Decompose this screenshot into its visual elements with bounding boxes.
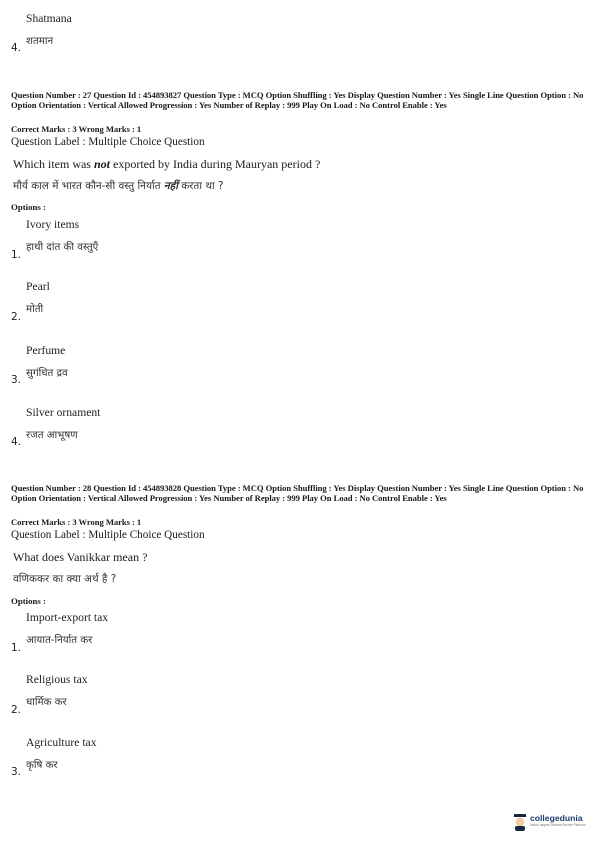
logo-brand: collegedunia <box>530 813 583 823</box>
q28-meta-line1: Question Number : 28 Question Id : 454893828 Question Type : MCQ Option Shuffling : Yes Display Question Number : Yes <box>11 483 461 493</box>
q27-option-4-number: 4. <box>11 436 22 448</box>
q27-option-2-en: Pearl <box>26 280 50 293</box>
q27-question-en-post: exported by India during Mauryan period ? <box>110 157 321 171</box>
q27-option-3-hi: सुगंधित द्रव <box>26 368 68 379</box>
q28-marks: Correct Marks : 3 Wrong Marks : 1 <box>11 517 142 527</box>
q27-question-hi-emphasis: नहीं <box>163 180 178 192</box>
q28-question-en: What does Vanikkar mean ? <box>13 550 148 564</box>
q27-option-1-en: Ivory items <box>26 218 80 231</box>
q27-option-1-hi: हाथी दांत की वस्तुएँ <box>26 242 99 253</box>
q27-question-en-pre: Which item was <box>13 157 94 171</box>
q27-options-label: Options : <box>11 202 46 212</box>
prev-option-4-hi: शतमान <box>26 36 54 47</box>
q28-option-2-number: 2. <box>11 704 22 716</box>
prev-option-4-en: Shatmana <box>26 12 72 25</box>
logo-tagline: India's largest Student Review Platform <box>530 823 586 827</box>
q28-option-1-number: 1. <box>11 642 22 654</box>
q28-option-2-en: Religious tax <box>26 673 88 686</box>
q28-option-1-hi: आयात-निर्यात कर <box>26 635 93 646</box>
q28-options-label: Options : <box>11 596 46 606</box>
q28-meta-line2: Single Line Question Option : No Option Orientation : Vertical Allowed Progression : Yes Number of Replay : 999 Play On Load : No Control Enable : Yes <box>11 483 584 503</box>
q27-label: Question Label : Multiple Choice Question <box>11 136 205 148</box>
q28-option-3-en: Agriculture tax <box>26 736 97 749</box>
q27-question-hi-post: करता था ? <box>177 180 224 192</box>
q28-option-2-hi: धार्मिक कर <box>26 697 67 708</box>
q28-option-1-en: Import-export tax <box>26 611 109 624</box>
q27-question-en-emphasis: not <box>93 157 110 171</box>
collegedunia-logo <box>512 812 590 832</box>
q27-option-4-hi: रजत आभूषण <box>26 430 78 441</box>
q27-option-3-en: Perfume <box>26 344 66 357</box>
q27-option-1-number: 1. <box>11 249 22 261</box>
q27-meta <box>11 90 586 110</box>
q28-label: Question Label : Multiple Choice Question <box>11 529 205 541</box>
q28-option-3-number: 3. <box>11 766 22 778</box>
q28-question-hi: वणिककर का क्या अर्थ है ? <box>13 573 117 585</box>
q27-option-4-en: Silver ornament <box>26 406 101 419</box>
q27-question-hi <box>13 179 224 193</box>
q27-option-3-number: 3. <box>11 374 22 386</box>
q27-meta-line2: Single Line Question Option : No Option Orientation : Vertical Allowed Progression : Yes Number of Replay : 999 Play On Load : No Control Enable : Yes <box>11 90 584 110</box>
q27-meta-line1: Question Number : 27 Question Id : 454893827 Question Type : MCQ Option Shuffling : Yes Display Question Number : Yes <box>11 90 461 100</box>
q27-question-hi-pre: मौर्य काल में भारत कौन-सी वस्तु निर्यात <box>13 180 164 192</box>
q27-option-2-hi: मोती <box>26 304 44 315</box>
q27-option-2-number: 2. <box>11 311 22 323</box>
q28-meta <box>11 483 586 503</box>
prev-option-4-number: 4. <box>11 42 22 54</box>
q28-option-3-hi: कृषि कर <box>26 760 58 771</box>
student-mascot-icon <box>512 813 528 831</box>
q27-marks: Correct Marks : 3 Wrong Marks : 1 <box>11 124 142 134</box>
q27-question-en <box>13 157 320 172</box>
